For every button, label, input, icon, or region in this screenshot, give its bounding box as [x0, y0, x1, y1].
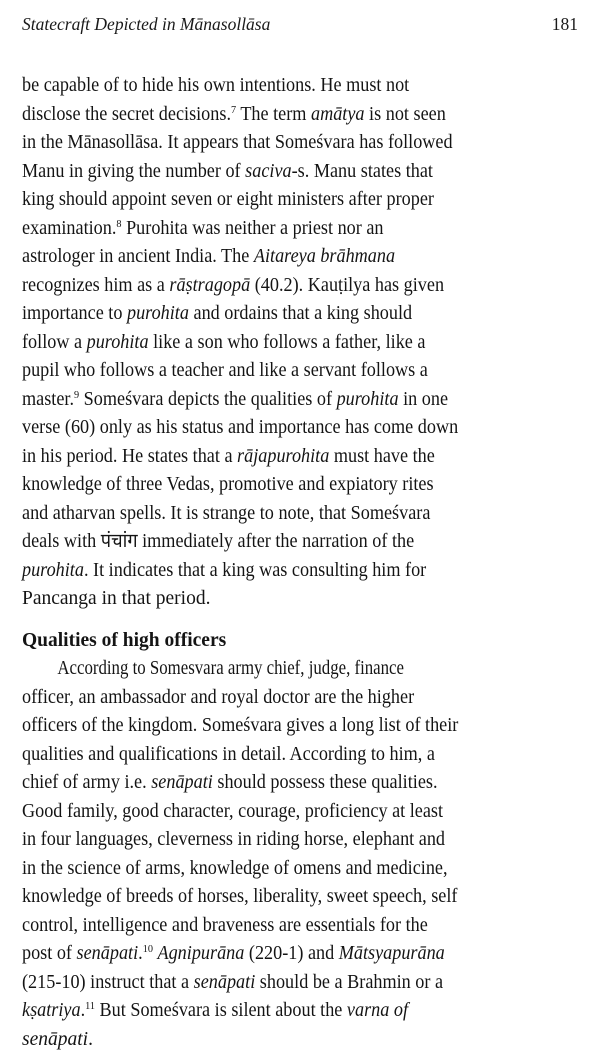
text-line: master.$^9$ Someśvara depicts the qualities of purohita in one: [22, 386, 572, 415]
text-line: verse (60) only as his status and importance has come down: [22, 414, 572, 443]
text-line: deals with पंचांग immediately after the narration of the: [22, 528, 572, 557]
text-line: king should appoint seven or eight ministers after proper: [22, 186, 572, 215]
text-line: kṣatriya.$^{11}$ But Someśvara is silent about the varna of: [22, 997, 572, 1026]
running-head: Statecraft Depicted in Mānasollāsa: [22, 14, 270, 35]
text-line: in his period. He states that a rājapurohita must have the: [22, 443, 572, 472]
text-line: According to Somesvara army chief, judge, finance: [22, 655, 531, 684]
text-line: in the science of arms, knowledge of omens and medicine,: [22, 855, 572, 884]
page-number: 181: [552, 14, 578, 35]
text-line: knowledge of three Vedas, promotive and expiatory rites: [22, 471, 572, 500]
text-line: importance to purohita and ordains that a king should: [22, 300, 572, 329]
text-line: examination.$^8$ Purohita was neither a priest nor an: [22, 215, 572, 244]
text-line: follow a purohita like a son who follows a father, like a: [22, 329, 572, 358]
text-line: Pancanga in that period.: [22, 585, 600, 614]
paragraph-ministers: [22, 72, 600, 614]
text-line: senāpati.: [22, 1026, 600, 1054]
section-gap: [22, 614, 600, 627]
text-line: disclose the secret decisions.$^7$ The term amātya is not seen: [22, 101, 572, 130]
text-line: chief of army i.e. senāpati should possess these qualities.: [22, 769, 572, 798]
text-line: Manu in giving the number of saciva-s. Manu states that: [22, 158, 572, 187]
paragraph-high-officers: [22, 655, 600, 1054]
text-line: be capable of to hide his own intentions. He must not: [22, 72, 572, 101]
text-line: in the Mānasollāsa. It appears that Someśvara has followed: [22, 129, 572, 158]
text-line: and atharvan spells. It is strange to note, that Someśvara: [22, 500, 572, 529]
text-line: officer, an ambassador and royal doctor are the higher: [22, 684, 572, 713]
text-line: (215-10) instruct that a senāpati should be a Brahmin or a: [22, 969, 572, 998]
text-line: control, intelligence and braveness are essentials for the: [22, 912, 572, 941]
section-heading: Qualities of high officers: [22, 627, 600, 656]
text-line: post of senāpati.$^{10}$ Agnipurāna (220-1) and Mātsyapurāna: [22, 940, 572, 969]
text-line: knowledge of breeds of horses, liberality, sweet speech, self: [22, 883, 572, 912]
text-line: officers of the kingdom. Someśvara gives a long list of their: [22, 712, 572, 741]
text-line: recognizes him as a rāṣtragopā (40.2). Kauṭilya has given: [22, 272, 572, 301]
text-line: qualities and qualifications in detail. According to him, a: [22, 741, 572, 770]
text-line: in four languages, cleverness in riding horse, elephant and: [22, 826, 572, 855]
text-line: Good family, good character, courage, proficiency at least: [22, 798, 572, 827]
text-line: pupil who follows a teacher and like a servant follows a: [22, 357, 572, 386]
text-line: astrologer in ancient India. The Aitareya brāhmana: [22, 243, 572, 272]
body-text: [22, 72, 600, 1054]
text-line: purohita. It indicates that a king was consulting him for: [22, 557, 572, 586]
